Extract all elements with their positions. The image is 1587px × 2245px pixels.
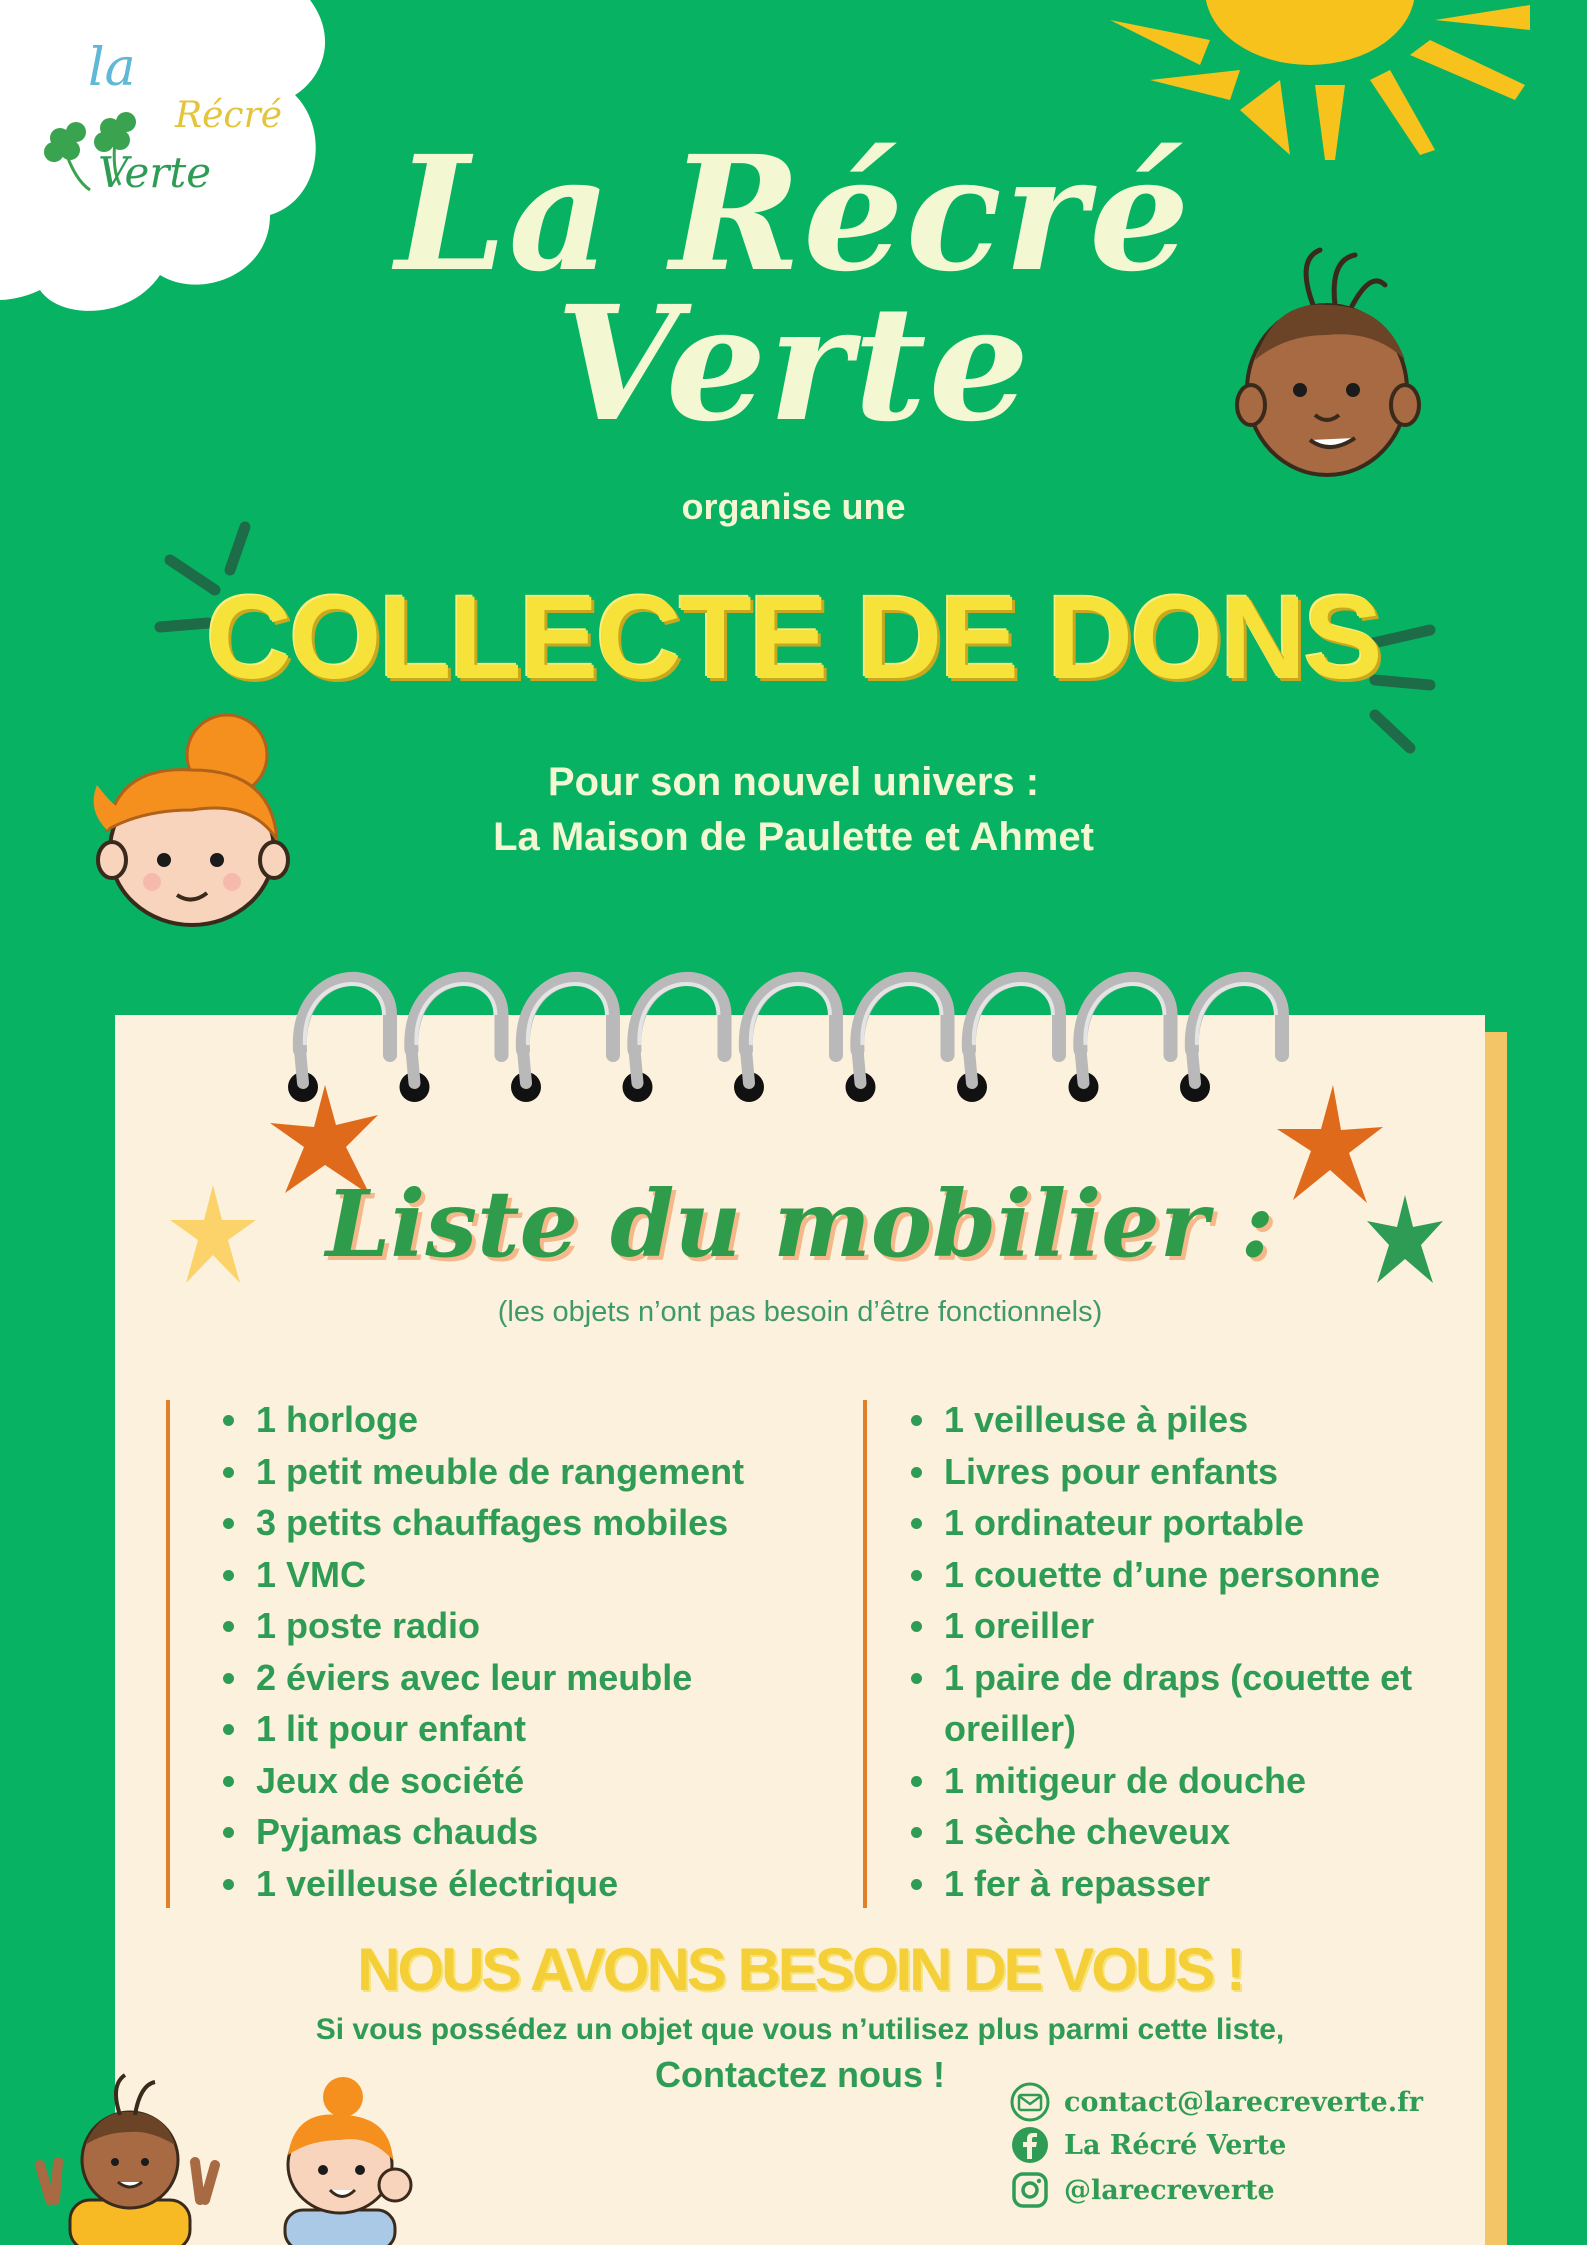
spiral-ring bbox=[634, 979, 724, 1055]
spiral-ring-end bbox=[858, 1050, 861, 1083]
contact-facebook-row[interactable] bbox=[1010, 2123, 1286, 2167]
list-item: 1 sèche cheveux bbox=[908, 1806, 1468, 1858]
organise-text: organise une bbox=[681, 486, 906, 527]
list-column-right bbox=[908, 1394, 1468, 1909]
list-item: 1 veilleuse électrique bbox=[220, 1858, 860, 1910]
contact-email[interactable]: contact@larecreverte.fr bbox=[1064, 2086, 1423, 2118]
spiral-ring-end bbox=[300, 1050, 303, 1083]
spiral-ring bbox=[746, 979, 836, 1055]
kid-girl-illustration bbox=[255, 2075, 425, 2245]
mail-icon bbox=[1010, 2082, 1050, 2122]
list-item: 3 petits chauffages mobiles bbox=[220, 1497, 860, 1549]
instagram-icon bbox=[1010, 2170, 1050, 2210]
list-item: 1 VMC bbox=[220, 1549, 860, 1601]
contact-instagram-row[interactable] bbox=[1010, 2168, 1275, 2212]
spiral-ring-end bbox=[635, 1050, 638, 1083]
spiral-ring-end bbox=[1081, 1050, 1084, 1083]
list-item: Pyjamas chauds bbox=[220, 1806, 860, 1858]
list-note: (les objets n’ont pas besoin d’être fonctionnels) bbox=[497, 1296, 1103, 1328]
spiral-ring-end bbox=[746, 1050, 749, 1083]
logo-text-verte: Verte bbox=[98, 148, 212, 197]
collecte-headline: COLLECTE DE DONS bbox=[206, 572, 1381, 704]
cta-contact: Contactez nous ! bbox=[654, 2054, 945, 2095]
logo-text-la: la bbox=[88, 38, 136, 98]
spiral-ring bbox=[1192, 979, 1282, 1055]
contact-email-row[interactable] bbox=[1010, 2080, 1423, 2124]
list-divider-left bbox=[166, 1400, 170, 1908]
list-column-left bbox=[220, 1394, 860, 1909]
list-item: 1 veilleuse à piles bbox=[908, 1394, 1468, 1446]
logo-text-recre: Récré bbox=[175, 95, 283, 136]
main-title-line1: La Récré bbox=[395, 122, 1192, 307]
spiral-ring bbox=[300, 979, 390, 1055]
list-item: 1 lit pour enfant bbox=[220, 1703, 860, 1755]
spiral-ring-end bbox=[412, 1050, 415, 1083]
contact-instagram[interactable]: @larecreverte bbox=[1064, 2174, 1275, 2206]
list-divider-right bbox=[863, 1400, 867, 1908]
list-item: Jeux de société bbox=[220, 1755, 860, 1807]
spiral-ring-end bbox=[1192, 1050, 1195, 1083]
girl-face-illustration bbox=[82, 710, 297, 930]
kid-boy-illustration bbox=[30, 2070, 225, 2245]
list-item: 1 horloge bbox=[220, 1394, 860, 1446]
subtitle-line1: Pour son nouvel univers : bbox=[547, 760, 1040, 804]
notepad-spiral bbox=[260, 955, 1290, 1115]
main-title-line2: Verte bbox=[555, 272, 1032, 457]
spiral-ring bbox=[969, 979, 1059, 1055]
list-item: 1 oreiller bbox=[908, 1600, 1468, 1652]
list-item: 1 paire de draps (couette et oreiller) bbox=[908, 1652, 1468, 1755]
spiral-ring-end bbox=[523, 1050, 526, 1083]
list-item: 1 mitigeur de douche bbox=[908, 1755, 1468, 1807]
list-item: 1 petit meuble de rangement bbox=[220, 1446, 860, 1498]
list-item: 1 couette d’une personne bbox=[908, 1549, 1468, 1601]
spiral-ring-end bbox=[969, 1050, 972, 1083]
cta-headline: NOUS AVONS BESOIN DE VOUS ! bbox=[357, 1936, 1243, 2003]
spiral-ring bbox=[1080, 979, 1170, 1055]
list-item: 1 poste radio bbox=[220, 1600, 860, 1652]
facebook-icon bbox=[1010, 2125, 1050, 2165]
spiral-ring bbox=[523, 979, 613, 1055]
list-item: 1 ordinateur portable bbox=[908, 1497, 1468, 1549]
list-title: Liste du mobilier : bbox=[325, 1170, 1275, 1278]
boy-face-illustration bbox=[1235, 240, 1425, 485]
spiral-ring bbox=[857, 979, 947, 1055]
cta-text: Si vous possédez un objet que vous n’utilisez plus parmi cette liste, bbox=[315, 2013, 1285, 2046]
list-item: Livres pour enfants bbox=[908, 1446, 1468, 1498]
list-item: 2 éviers avec leur meuble bbox=[220, 1652, 860, 1704]
spiral-ring bbox=[411, 979, 501, 1055]
subtitle-line2: La Maison de Paulette et Ahmet bbox=[493, 815, 1094, 859]
contact-facebook[interactable]: La Récré Verte bbox=[1064, 2129, 1287, 2161]
list-item: 1 fer à repasser bbox=[908, 1858, 1468, 1910]
